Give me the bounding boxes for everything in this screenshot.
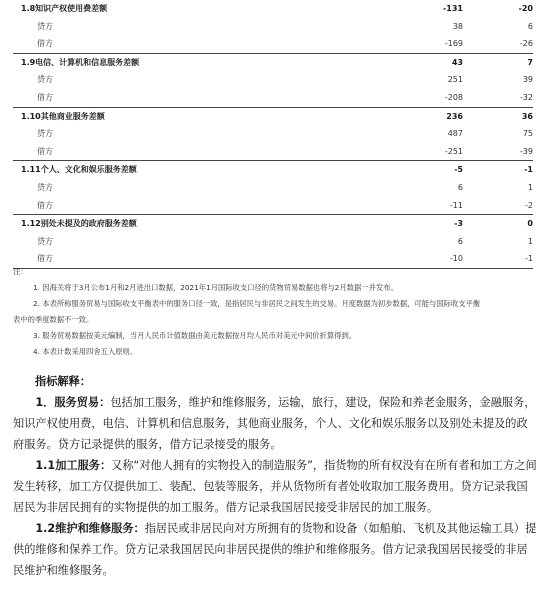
table-row	[13, 179, 533, 197]
table-row	[13, 0, 533, 18]
value-cell: 0	[463, 215, 533, 233]
row-label: 借方	[13, 250, 393, 268]
row-label: 贷方	[37, 21, 53, 31]
row-label: 借方	[37, 200, 53, 210]
value-cell: 75	[522, 129, 533, 139]
table-row	[13, 143, 533, 161]
value-cell: 6	[527, 21, 533, 31]
value-cell: -1	[463, 250, 533, 268]
table-row	[13, 215, 533, 233]
value-cell: -39	[519, 146, 533, 156]
value-cell: -5	[393, 161, 463, 179]
row-label: 贷方	[37, 236, 53, 246]
value-cell: -11	[449, 200, 463, 210]
value-cell: 38	[452, 21, 463, 31]
note-item: 1. 因海关将于3月公布1月和2月进出口数据，2021年1月国际收支口径的货物贸易数据也将与2月数据一并发布。	[33, 283, 398, 292]
value-cell: -2	[525, 200, 533, 210]
row-label: 贷方	[37, 182, 53, 192]
row-label: 借方	[37, 92, 53, 102]
note-item: 3. 服务贸易数据按美元编制，当月人民币计值数据由美元数据按月均人民币对美元中间价折算得到。	[33, 331, 357, 340]
table-row	[13, 18, 533, 36]
table-notes	[13, 264, 538, 360]
value-cell: 7	[463, 53, 533, 71]
note-item: 2. 本表所称服务贸易与国际收支平衡表中的服务口径一致，是指居民与非居民之间发生的交易。月度数据为初步数据，可能与国际收支平衡	[33, 299, 481, 308]
table-row	[13, 233, 533, 251]
row-label: 1.11个人、文化和娱乐服务差额	[13, 161, 393, 179]
row-label: 借方	[37, 146, 53, 156]
explanation-paragraph	[13, 518, 538, 581]
value-cell: -26	[519, 39, 533, 49]
definition-text: 包括加工服务，维护和维修服务，运输，旅行，建设，保险和养老金服务，金融服务，知识产权使用费，电信、计算机和信息服务，其他商业服务，个人、文化和娱乐服务以及别处未提及的政府服务。贷方记录提供的服务，借方记录接受的服务。	[13, 396, 536, 451]
table-row	[13, 35, 533, 53]
table-row	[13, 197, 533, 215]
row-label: 1.10其他商业服务差额	[13, 107, 393, 125]
term-service-trade: 1．服务贸易：	[35, 396, 111, 409]
indicator-explanation	[13, 371, 538, 581]
term-maintenance-service: 1.2维护和维修服务：	[35, 522, 145, 535]
value-cell: -169	[444, 39, 463, 49]
explanation-title: 指标解释：	[35, 375, 91, 388]
value-cell: -10	[393, 250, 463, 268]
value-cell: 6	[457, 236, 463, 246]
balance-table	[13, 0, 533, 269]
table-row	[13, 53, 533, 71]
value-cell: 487	[447, 129, 463, 139]
value-cell: 43	[393, 53, 463, 71]
service-trade-table	[13, 0, 533, 269]
table-row	[13, 89, 533, 107]
row-label: 借方	[37, 39, 53, 49]
row-label: 贷方	[37, 75, 53, 85]
value-cell: -251	[444, 146, 463, 156]
table-row	[13, 71, 533, 89]
value-cell: -208	[444, 92, 463, 102]
value-cell: -32	[519, 92, 533, 102]
note-item-continued: 表中的季度数据不一致。	[13, 315, 94, 324]
table-row	[13, 107, 533, 125]
notes-heading: 注：	[13, 267, 28, 276]
value-cell: 1	[527, 182, 533, 192]
value-cell: -3	[393, 215, 463, 233]
value-cell: 1	[527, 236, 533, 246]
table-row	[13, 161, 533, 179]
explanation-paragraph	[13, 455, 538, 518]
value-cell: 36	[463, 107, 533, 125]
definition-text: 又称“对他人拥有的实物投入的制造服务”，指货物的所有权没有在所有者和加工方之间发生转移，加工方仅提供加工、装配、包装等服务，并从货物所有者处收取加工服务费用。贷方记录我国居民为非居民拥有的实物提供的加工服务。借方记录我国居民接受非居民的加工服务。	[13, 459, 537, 514]
value-cell: -1	[463, 161, 533, 179]
row-label: 1.9电信、计算机和信息服务差额	[13, 53, 393, 71]
row-label: 1.8知识产权使用费差额	[21, 4, 108, 13]
definition-text: 指居民或非居民向对方所拥有的货物和设备（如船舶、飞机及其他运输工具）提供的维修和保养工作。贷方记录我国居民向非居民提供的维护和维修服务。借方记录我国居民接受的非居民维护和维修服务。	[13, 522, 537, 577]
value-cell: 39	[522, 75, 533, 85]
table-row	[13, 125, 533, 143]
note-item: 4. 本表计数采用四舍五入原则。	[33, 347, 138, 356]
value-cell: -20	[518, 4, 533, 13]
value-cell: 6	[457, 182, 463, 192]
term-processing-service: 1.1加工服务：	[35, 459, 112, 472]
explanation-paragraph	[13, 392, 538, 455]
row-label: 1.12别处未提及的政府服务差额	[13, 215, 393, 233]
row-label: 贷方	[37, 129, 53, 139]
value-cell: 251	[447, 75, 463, 85]
value-cell: 236	[393, 107, 463, 125]
value-cell: -131	[442, 4, 463, 13]
